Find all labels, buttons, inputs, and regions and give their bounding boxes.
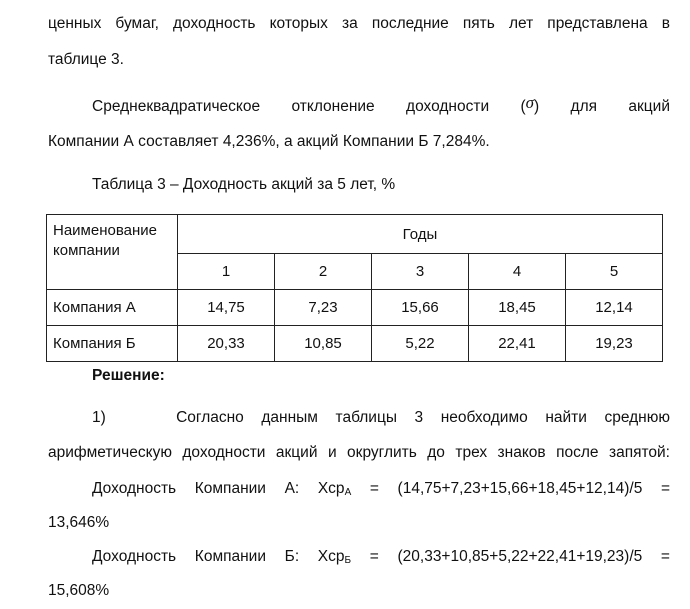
calc-b-expression: = (20,33+10,85+5,22+22,41+19,23)/5 = (351, 548, 670, 565)
table-cell: 15,66 (372, 290, 469, 326)
year-header: 1 (178, 254, 275, 290)
returns-table (46, 214, 663, 362)
step1-line-2: арифметическую доходности акций и округлить до трех знаков после запятой: (48, 444, 670, 461)
table-cell: 10,85 (275, 326, 372, 362)
calc-b-result: 15,608% (48, 582, 110, 599)
table-cell: 20,33 (178, 326, 275, 362)
calc-a-result: 13,646% (48, 514, 110, 531)
table-header-row (47, 215, 663, 254)
company-name-header: Наименование компании (47, 215, 178, 290)
year-header: 2 (275, 254, 372, 290)
year-header: 4 (469, 254, 566, 290)
calc-b-subscript: Б (344, 555, 352, 566)
table-cell: 7,23 (275, 290, 372, 326)
table-cell: 5,22 (372, 326, 469, 362)
stddev-text-start: Среднеквадратическое отклонение доходности ( (92, 98, 526, 115)
table-row (47, 326, 663, 362)
calc-a-prefix: Доходность Компании А: Хср (92, 480, 345, 497)
table-row (47, 290, 663, 326)
year-header: 5 (566, 254, 663, 290)
intro-line-2: таблице 3. (48, 51, 124, 68)
table-cell: 14,75 (178, 290, 275, 326)
intro-line-1: ценных бумаг, доходность которых за последние пять лет представлена в (48, 15, 670, 32)
table-cell: 12,14 (566, 290, 663, 326)
calc-b-prefix: Доходность Компании Б: Хср (92, 548, 345, 565)
table-caption: Таблица 3 – Доходность акций за 5 лет, % (92, 176, 396, 193)
table-cell: 18,45 (469, 290, 566, 326)
solution-heading: Решение: (92, 367, 165, 384)
stddev-text-end: ) для акций (534, 98, 670, 115)
calc-company-b (92, 547, 670, 571)
year-header: 3 (372, 254, 469, 290)
step1-line-1: 1) Согласно данным таблицы 3 необходимо найти среднюю (92, 409, 670, 426)
company-name: Компания Б (47, 326, 178, 362)
calc-a-expression: = (14,75+7,23+15,66+18,45+12,14)/5 = (351, 480, 670, 497)
calc-company-a (92, 479, 670, 503)
calc-a-subscript: А (344, 487, 352, 498)
years-header: Годы (178, 215, 663, 254)
table-cell: 19,23 (566, 326, 663, 362)
stddev-line-2: Компании А составляет 4,236%, а акций Компании Б 7,284%. (48, 133, 490, 150)
sigma-symbol: σ (525, 93, 535, 112)
stddev-line-1 (92, 93, 670, 117)
table-cell: 22,41 (469, 326, 566, 362)
company-name: Компания А (47, 290, 178, 326)
